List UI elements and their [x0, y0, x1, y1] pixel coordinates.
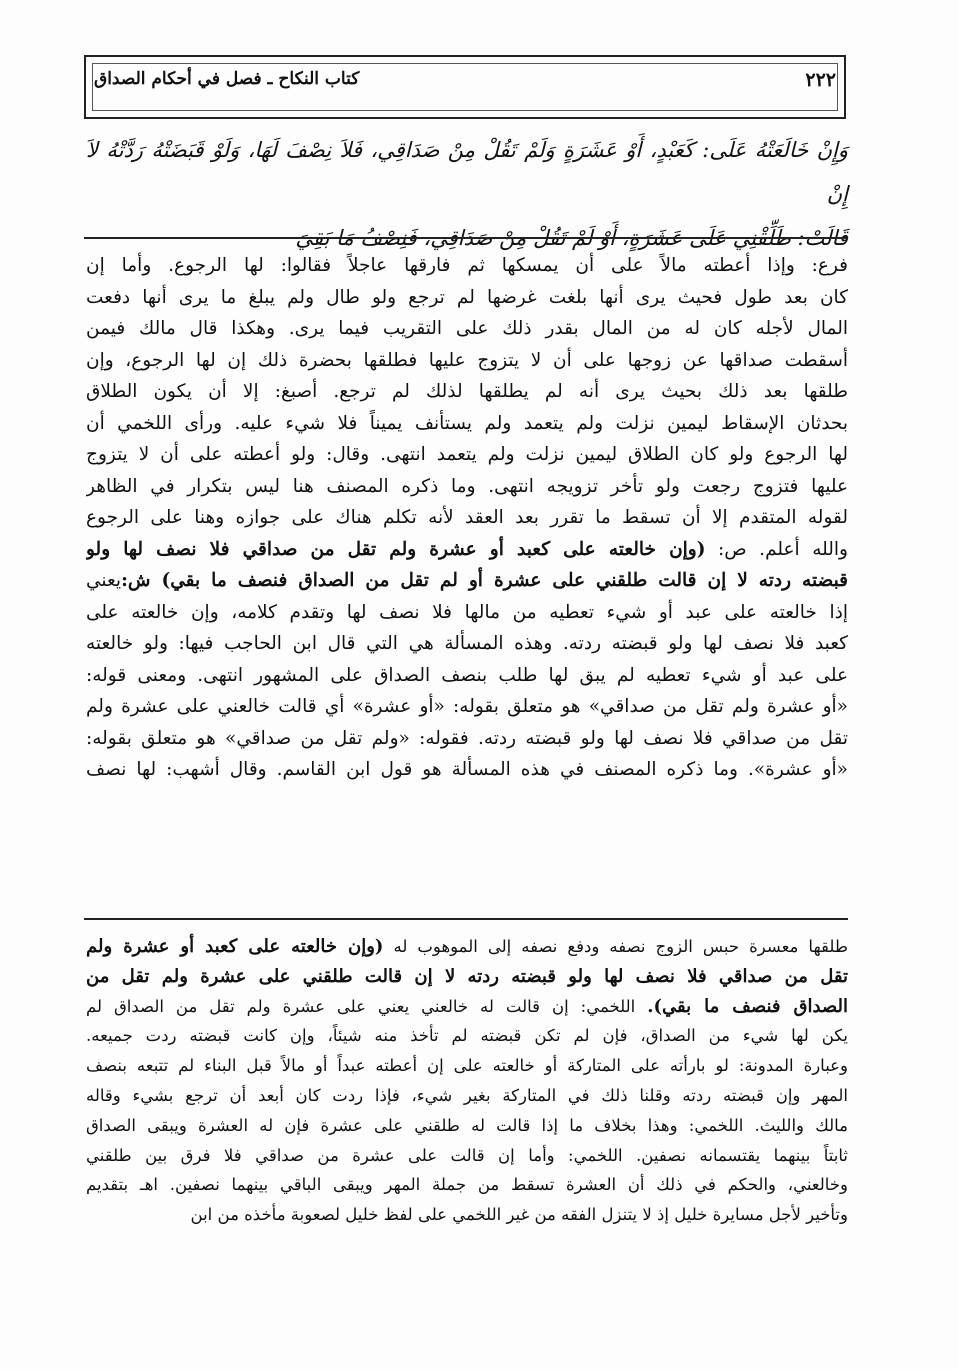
- footnote-line: ثابتاً بينهما يقتسمانه نصفين. اللخمي: وأما إن قالت على عشرة من صداقي فلا فرق بين طلقني: [86, 1145, 848, 1165]
- commentary-line: [86, 565, 848, 597]
- footnote-line: مالك والليث. اللخمي: وهذا بخلاف ما إذا قالت له طلقني على عشرة فإن له العشرة ويبقى الصداق: [86, 1115, 848, 1135]
- quoted-matn: الصداق فنصف ما بقي).: [647, 995, 848, 1017]
- footnote-body: [86, 932, 848, 1230]
- commentary-line: طلقها بعد ذلك بحيث يرى أنه لم يطلقها لذلك لم ترجع. أصبغ: إلا أن يكون الطلاق: [86, 381, 848, 402]
- footnote-line: تقل من صداقي فلا نصف لها ولو قبضته ردته لا إن قالت طلقني على عشرة ولم تقل من: [86, 965, 848, 987]
- commentary-line: «أو عشرة ولم تقل من صداقي» هو متعلق بقوله: «أو عشرة» أي قالت خالعني على عشرة ولم: [86, 696, 848, 717]
- commentary-line: كان بعد طول فحيث يرى أنها بلغت غرضها لم ترجع ولو طال ولم يبلغ ما يرى أنها دفعت: [86, 286, 848, 308]
- footnote-text: اللخمي: إن قالت له خالعني يعني على عشرة ولم تقل من الصداق لم: [86, 996, 648, 1016]
- commentary-line: أسقطت صداقها عن زوجها على أن لا يتزوج عليها فطلقها بحضرة ذلك إن لها الرجوع، وإن: [86, 349, 848, 371]
- commentary-body: [86, 250, 848, 786]
- footnote-line: المهر وإن قبضته ردته وقلنا ذلك في المتاركة بغير شيء، فإذا ردت كان أبعد أن ترجع بشيء وقاله: [86, 1085, 848, 1105]
- footnote-text: طلقها معسرة حبس الزوج نصفه ودفع نصفه إلى الموهوب له: [383, 937, 848, 956]
- commentary-text: والله أعلم. ص:: [705, 538, 848, 560]
- main-text-line: وَإِنْ خَالَعَتْهُ عَلَى: كَعَبْدٍ، أَوْ عَشَرَةٍ وَلَمْ تَقُلْ مِنْ صَدَاقِي، فَلاَ نِصْفَ لَهَا، وَلَوْ قَبَضَتْهُ رَدَّتْهُ لاَ إِنْ: [86, 138, 848, 206]
- main-text-line: قَالَتْ: طَلِّقْنِي عَلَى عَشَرَةٍ، أَوْ لَمْ تَقُلْ مِنْ صَدَاقِي، فَنِصْفُ مَا بَقِيَ: [295, 226, 848, 250]
- commentary-line: على عبد أو شيء تعطيه لم يبق لها طلب بنصف الصداق على المشهور انتهى. ومعنى قوله:: [86, 664, 848, 686]
- commentary-line: المال لأجله كان له من المال بقدر ذلك على التقريب فيما يرى. وهكذا قال مالك فيمن: [86, 318, 848, 339]
- footnote-divider: [84, 918, 848, 920]
- footnote-line: وتأخير لأجل مسايرة خليل إذ لا يتنزل الفقه من غير اللخمي على لفظ خليل لصعوبة مأخذه من ابن: [190, 1205, 848, 1225]
- commentary-line: عليها فتزوج رجعت ولو تأخر تزويجه انتهى. وما ذكره المصنف هنا ليس بتكرار في الظاهر: [86, 475, 848, 497]
- footnote-line: وعبارة المدونة: لو بارأته على المتاركة أو خالعته على إن أعطته عبداً أو مالاً قبل البناء لم تتبعه بنصف: [86, 1056, 848, 1076]
- commentary-line: لها الرجوع ولو كان الطلاق ليمين نزلت ولم يتعمد انتهى. وقال: ولو أعطته على أن لا يتزوج: [86, 444, 848, 465]
- commentary-line: لقوله المتقدم إلا أن تسقط ما تقرر بعد العقد لأنه تكلم هناك على جوازه وهنا على الرجوع: [86, 507, 848, 528]
- quoted-matn: (وإن خالعته على كعبد أو عشرة ولم: [86, 936, 384, 957]
- chapter-title: كتاب النكاح ـ فصل في أحكام الصداق: [94, 69, 360, 89]
- section-divider: [84, 237, 848, 239]
- commentary-line: فرع: وإذا أعطته مالاً على أن يمسكها ثم فارقها عاجلاً فقالوا: لها الرجوع. وأما إن: [86, 255, 848, 276]
- footnote-line: يكن لها شيء من الصداق، فإن لم تكن قبضته لم تأخذ منه شيئاً، وإن كانت قبضته ردت جميعه.: [86, 1026, 848, 1046]
- page-number: ٢٢٢: [805, 69, 836, 91]
- quoted-matn: (وإن خالعته على كعبد أو عشرة ولم تقل من صداقي فلا نصف لها ولو: [86, 538, 706, 560]
- footnote-line: [86, 992, 848, 1022]
- commentary-line: إذا خالعته على عبد أو شيء تعطيه من مالها فلا نصف لها وتقدم كلامه، وإن خالعته على: [86, 601, 848, 623]
- quoted-matn: قبضته ردته لا إن قالت طلقني على عشرة أو لم تقل من الصداق فنصف ما بقي) ش:: [121, 570, 848, 591]
- footnote-line: وخالعني، والحكم في ذلك أن العشرة تسقط من جملة المهر ويبقى الباقي بينهما نصفين. اهـ بتقديم: [86, 1175, 848, 1195]
- commentary-text: يعني: [86, 570, 122, 591]
- commentary-line: «أو عشرة». وما ذكره المصنف في هذه المسألة هو قول ابن القاسم. وقال أشهب: لها نصف: [86, 759, 848, 780]
- footnote-line: [86, 932, 848, 962]
- commentary-line: [86, 534, 848, 566]
- commentary-line: تقل من صداقي فلا نصف لها ولو قبضته ردته. فقوله: «ولم تقل من صداقي» هو متعلق بقوله:: [86, 727, 848, 749]
- main-text: [86, 128, 848, 260]
- commentary-line: كعبد فلا نصف لها ولو قبضته ردته. وهذه المسألة هي التي قال ابن الحاجب فيها: ولو خالعته: [86, 633, 848, 654]
- commentary-line: بحدثان الإسقاط ليمين نزلت ولم يتعمد ولم يستأنف يميناً فلا شيء عليه. ورأى اللخمي أن: [86, 412, 848, 434]
- running-header: [84, 55, 846, 119]
